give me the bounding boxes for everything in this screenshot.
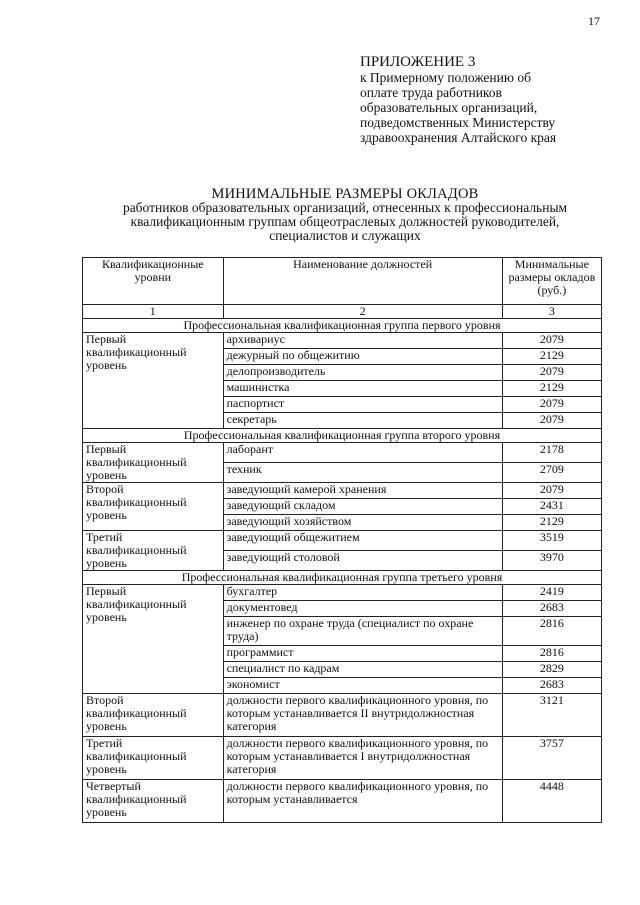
position-name: должности первого квалификационного уровня, по которым устанавливается II внутридолжностная категория (223, 694, 502, 737)
table-row (83, 483, 602, 499)
appendix-block (360, 55, 620, 145)
level-label: Первый квалификационный уровень (83, 333, 224, 429)
appendix-line: здравоохранения Алтайского края (360, 130, 557, 145)
appendix-line: образовательных организаций, (360, 100, 538, 115)
level-label: Первый квалификационный уровень (83, 585, 224, 694)
group-header-row (83, 571, 602, 585)
position-name: заведующий складом (223, 499, 502, 515)
column-number: 3 (502, 305, 601, 319)
salary-value: 2079 (502, 413, 601, 429)
salary-value: 2178 (502, 443, 601, 463)
position-name: заведующий общежитием (223, 531, 502, 551)
salary-value: 2419 (502, 585, 601, 601)
salary-value: 3121 (502, 694, 601, 737)
salary-value: 2079 (502, 333, 601, 349)
salary-value: 2079 (502, 365, 601, 381)
column-number: 2 (223, 305, 502, 319)
position-name: заведующий камерой хранения (223, 483, 502, 499)
level-label: Второй квалификационный уровень (83, 483, 224, 531)
position-name: специалист по кадрам (223, 662, 502, 678)
position-name: должности первого квалификационного уровня, по которым устанавливается I внутридолжностная категория (223, 737, 502, 780)
salary-value: 4448 (502, 780, 601, 823)
group-title: Профессиональная квалификационная группа второго уровня (83, 429, 602, 443)
heading-line: квалификационным группам общеотраслевых должностей руководителей, (130, 214, 560, 229)
level-label: Четвертый квалификационный уровень (83, 780, 224, 823)
salary-value: 3970 (502, 551, 601, 571)
appendix-line: подведомственных Министерству (360, 115, 556, 130)
salary-value: 3757 (502, 737, 601, 780)
group-title: Профессиональная квалификационная группа третьего уровня (83, 571, 602, 585)
salary-value: 2816 (502, 646, 601, 662)
position-name: должности первого квалификационного уровня, по которым устанавливается (223, 780, 502, 823)
level-label: Третий квалификационный уровень (83, 531, 224, 571)
appendix-title: ПРИЛОЖЕНИЕ 3 (360, 54, 476, 70)
salary-value: 2709 (502, 463, 601, 483)
salary-value: 2129 (502, 349, 601, 365)
position-name: паспортист (223, 397, 502, 413)
group-header-row (83, 429, 602, 443)
salary-value: 2816 (502, 617, 601, 646)
salary-value: 2129 (502, 515, 601, 531)
position-name: дежурный по общежитию (223, 349, 502, 365)
salary-value: 2683 (502, 678, 601, 694)
level-label: Третий квалификационный уровень (83, 737, 224, 780)
position-name: программист (223, 646, 502, 662)
salary-value: 2129 (502, 381, 601, 397)
table-header-row (83, 258, 602, 305)
column-numbers-row (83, 305, 602, 319)
position-name: делопроизводитель (223, 365, 502, 381)
heading-line: специалистов и служащих (269, 228, 421, 243)
table-row (83, 443, 602, 463)
salary-value: 2079 (502, 397, 601, 413)
group-header-row (83, 319, 602, 333)
position-name: архивариус (223, 333, 502, 349)
table-row (83, 694, 602, 737)
salary-value: 2829 (502, 662, 601, 678)
position-name: инженер по охране труда (специалист по охране труда) (223, 617, 502, 646)
position-name: техник (223, 463, 502, 483)
header-salaries: Минимальные размеры окладов (руб.) (502, 258, 601, 305)
header-positions: Наименование должностей (223, 258, 502, 305)
position-name: лаборант (223, 443, 502, 463)
salary-value: 3519 (502, 531, 601, 551)
group-title: Профессиональная квалификационная группа первого уровня (83, 319, 602, 333)
appendix-line: оплате труда работников (360, 85, 502, 100)
position-name: заведующий столовой (223, 551, 502, 571)
position-name: экономист (223, 678, 502, 694)
table-row (83, 333, 602, 349)
level-label: Второй квалификационный уровень (83, 694, 224, 737)
position-name: бухгалтер (223, 585, 502, 601)
heading-line: работников образовательных организаций, отнесенных к профессиональным (122, 200, 568, 215)
salary-value: 2431 (502, 499, 601, 515)
table-row (83, 531, 602, 551)
position-name: документовед (223, 601, 502, 617)
position-name: заведующий хозяйством (223, 515, 502, 531)
level-label: Первый квалификационный уровень (83, 443, 224, 483)
salary-value: 2079 (502, 483, 601, 499)
position-name: секретарь (223, 413, 502, 429)
document-heading (75, 187, 615, 243)
position-name: машинистка (223, 381, 502, 397)
page-number: 17 (588, 14, 600, 28)
heading-title: МИНИМАЛЬНЫЕ РАЗМЕРЫ ОКЛАДОВ (211, 186, 479, 202)
column-number: 1 (83, 305, 224, 319)
salary-table (82, 257, 602, 823)
table-row (83, 780, 602, 823)
table-row (83, 737, 602, 780)
appendix-line: к Примерному положению об (360, 70, 531, 85)
salary-value: 2683 (502, 601, 601, 617)
header-levels: Квалификационные уровни (83, 258, 224, 305)
table-row (83, 585, 602, 601)
